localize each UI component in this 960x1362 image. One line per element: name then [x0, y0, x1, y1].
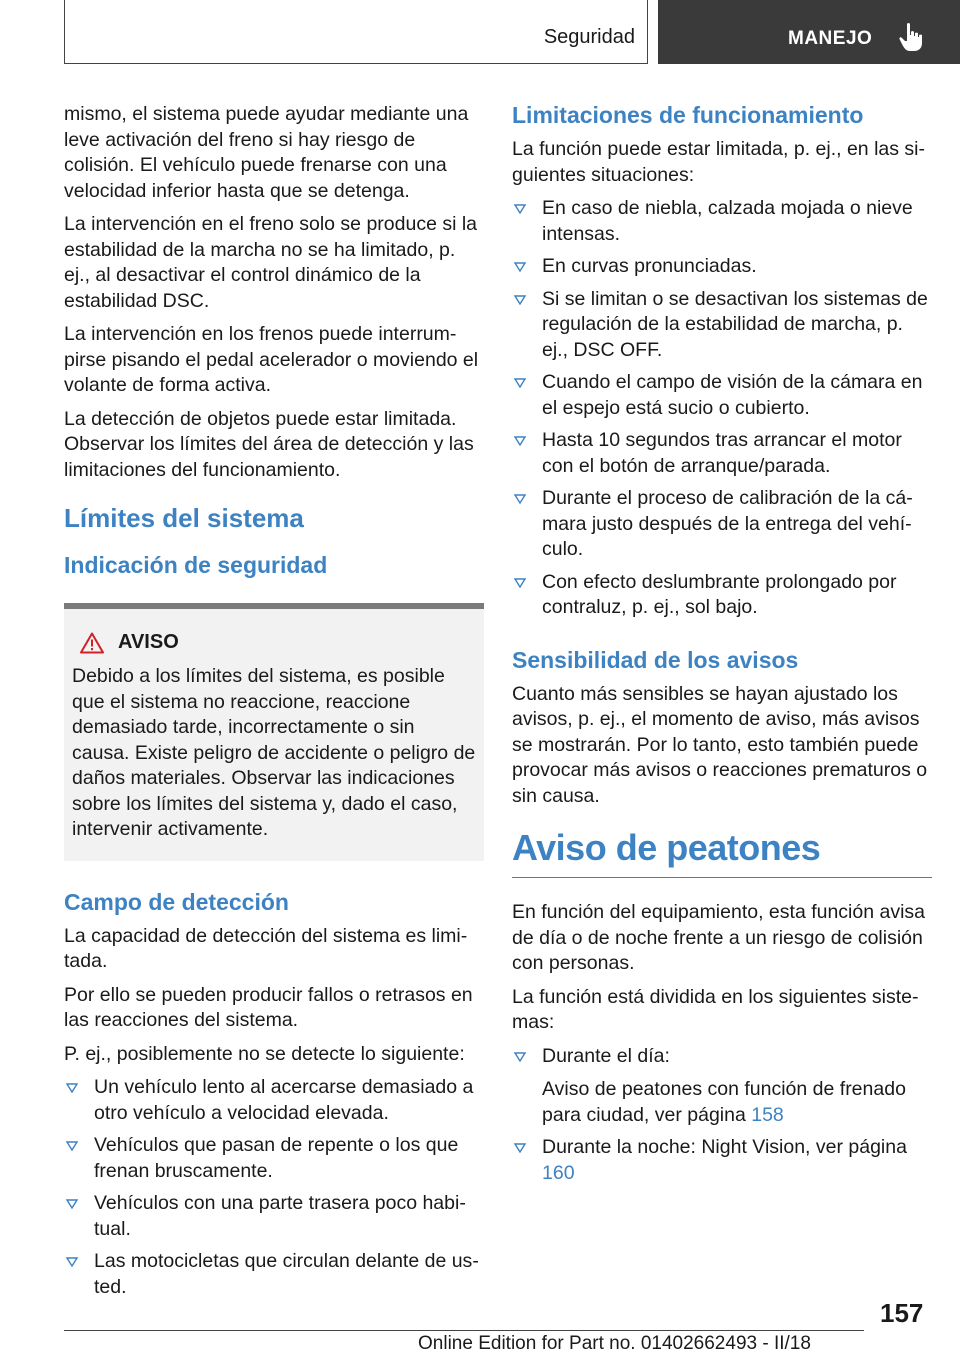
paragraph: mismo, el sistema puede ayudar mediante una leve activación del freno si hay riesgo de colisión. El vehículo puede frenarse con una velocidad inferior hasta que se detenga.: [64, 103, 469, 202]
triangle-bullet-icon: [514, 262, 526, 272]
list-item: Vehículos que pasan de repente o los que frenan bruscamente.: [64, 1133, 484, 1184]
list-item: En curvas pronunciadas.: [512, 254, 932, 280]
chapter-title: MANEJO: [788, 28, 873, 49]
paragraph: La capacidad de detección del sistema es limitada.: [64, 924, 468, 972]
list-item: Cuando el campo de visión de la cámara en el espejo está sucio o cubierto.: [512, 370, 932, 421]
limitations-list: [512, 196, 932, 621]
paragraph: P. ej., posiblemente no se detecte lo siguiente:: [64, 1042, 465, 1065]
warning-text: Debido a los límites del sistema, es posible que el sistema no reaccione, reaccione demasiado tarde, incorrectamente o sin causa. Existe peligro de accidente o peligro de daños materiales. Observar las indicaciones sobre los límites del sistema y, dado el caso, intervenir activamente.: [72, 665, 476, 840]
triangle-bullet-icon: [514, 436, 526, 446]
warning-header: [72, 631, 476, 654]
paragraph: La intervención en los frenos puede interrumpirse pisando el pedal acelerador o moviendo el volante de forma activa.: [64, 323, 479, 396]
triangle-bullet-icon: [514, 1143, 526, 1153]
list-item: Durante el proceso de calibración de la cámara justo después de la entrega del vehículo.: [512, 486, 932, 563]
footer-edition: Online Edition for Part no. 01402662493 - II/18: [418, 1333, 811, 1354]
list-item: Si se limitan o se desactivan los sistemas de regulación de la estabilidad de marcha, p. ej., DSC OFF.: [512, 287, 932, 364]
detection-list: [64, 1075, 484, 1300]
paragraph: La función está dividida en los siguientes sistemas:: [512, 985, 919, 1033]
systems-list: [512, 1044, 932, 1187]
triangle-bullet-icon: [66, 1083, 78, 1093]
triangle-bullet-icon: [514, 378, 526, 388]
list-item: Durante la noche: Night Vision, ver página 160: [512, 1135, 932, 1186]
heading-limitations: Limitaciones de funcionamiento: [512, 102, 864, 128]
list-item: En caso de niebla, calzada mojada o nieve intensas.: [512, 196, 932, 247]
triangle-bullet-icon: [514, 204, 526, 214]
right-column: [512, 102, 932, 1193]
section-title: Seguridad: [543, 26, 635, 48]
heading-warning-sensitivity: Sensibilidad de los avisos: [512, 646, 799, 673]
list-item: Vehículos con una parte trasera poco habitual.: [64, 1191, 484, 1242]
footer-divider: [64, 1330, 864, 1331]
paragraph: Por ello se pueden producir fallos o retrasos en las reacciones del sistema.: [64, 983, 473, 1031]
paragraph: La intervención en el freno solo se produce si la estabilidad de la marcha no se ha limitado, p. ej., al desactivar el control dinámico de la estabilidad DSC.: [64, 213, 478, 312]
paragraph: En función del equipamiento, esta función avisa de día o de noche frente a un riesgo de colisión con personas.: [512, 901, 926, 974]
paragraph: La función puede estar limitada, p. ej., en las siguientes situaciones:: [512, 138, 925, 186]
page-link-158[interactable]: 158: [751, 1103, 784, 1126]
warning-title: AVISO: [118, 631, 179, 653]
day-description: Aviso de peatones con función de frenado para ciudad, ver página 158: [542, 1078, 906, 1126]
triangle-bullet-icon: [66, 1141, 78, 1151]
list-item: Las motocicletas que circulan delante de usted.: [64, 1249, 484, 1300]
triangle-bullet-icon: [514, 578, 526, 588]
triangle-bullet-icon: [514, 295, 526, 305]
header-section-box: [64, 0, 648, 64]
triangle-bullet-icon: [514, 1052, 526, 1062]
triangle-bullet-icon: [66, 1199, 78, 1209]
left-column: [64, 102, 484, 1307]
list-item: Durante el día: Aviso de peatones con función de frenado para ciudad, ver página 158: [512, 1044, 932, 1129]
list-item: Hasta 10 segundos tras arrancar el motor con el botón de arranque/parada.: [512, 428, 932, 479]
warning-box: [64, 603, 484, 861]
list-item: Con efecto deslumbrante prolongado por contraluz, p. ej., sol bajo.: [512, 570, 932, 621]
triangle-bullet-icon: [514, 494, 526, 504]
page-number: 157: [880, 1298, 924, 1328]
paragraph: La detección de objetos puede estar limitada. Observar los límites del área de detección y las limitaciones del funcionamiento.: [64, 407, 474, 481]
triangle-bullet-icon: [66, 1257, 78, 1267]
heading-safety-notice: Indicación de seguridad: [64, 552, 328, 578]
header-chapter-box: [658, 0, 960, 64]
warning-triangle-icon: [80, 632, 104, 654]
heading-pedestrian-warning: Aviso de peatones: [512, 827, 932, 878]
list-item: Un vehículo lento al acercarse demasiado a otro vehículo a velocidad elevada.: [64, 1075, 484, 1126]
paragraph: Cuanto más sensibles se hayan ajustado los avisos, p. ej., el momento de aviso, más avisos se mostrarán. Por lo tanto, esto también puede provocar más avisos o reacciones prematuros o sin causa.: [512, 682, 928, 807]
page-link-160[interactable]: 160: [542, 1161, 575, 1184]
heading-detection-field: Campo de detección: [64, 888, 289, 915]
heading-system-limits: Límites del sistema: [64, 503, 304, 533]
hand-pointer-icon: [898, 22, 924, 52]
